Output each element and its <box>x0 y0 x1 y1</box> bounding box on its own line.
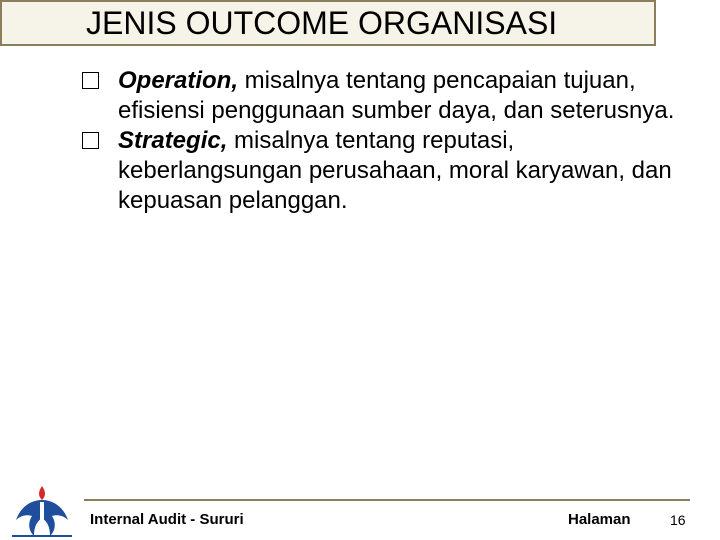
page-number: 16 <box>670 512 686 528</box>
bullet-term: Strategic, <box>118 127 228 154</box>
bullet-text: misalnya tentang pencapaian tujuan, efisiensi penggunaan sumber daya, dan seterusnya. <box>118 67 675 124</box>
organization-logo-icon <box>8 482 76 540</box>
checkbox-bullet-icon <box>82 132 99 149</box>
footer-page-label: Halaman <box>568 511 631 528</box>
bullet-term: Operation, <box>118 67 239 94</box>
footer-divider <box>84 499 690 501</box>
checkbox-bullet-icon <box>82 72 99 89</box>
bullet-item-operation <box>82 66 682 126</box>
bullet-text: misalnya tentang reputasi, keberlangsungan perusahaan, moral karyawan, dan kepuasan pelanggan. <box>118 127 672 214</box>
bullet-item-strategic <box>82 126 682 216</box>
page-title: JENIS OUTCOME ORGANISASI <box>86 5 558 41</box>
bullet-list <box>82 66 682 216</box>
footer-author: Internal Audit - Sururi <box>90 511 244 528</box>
